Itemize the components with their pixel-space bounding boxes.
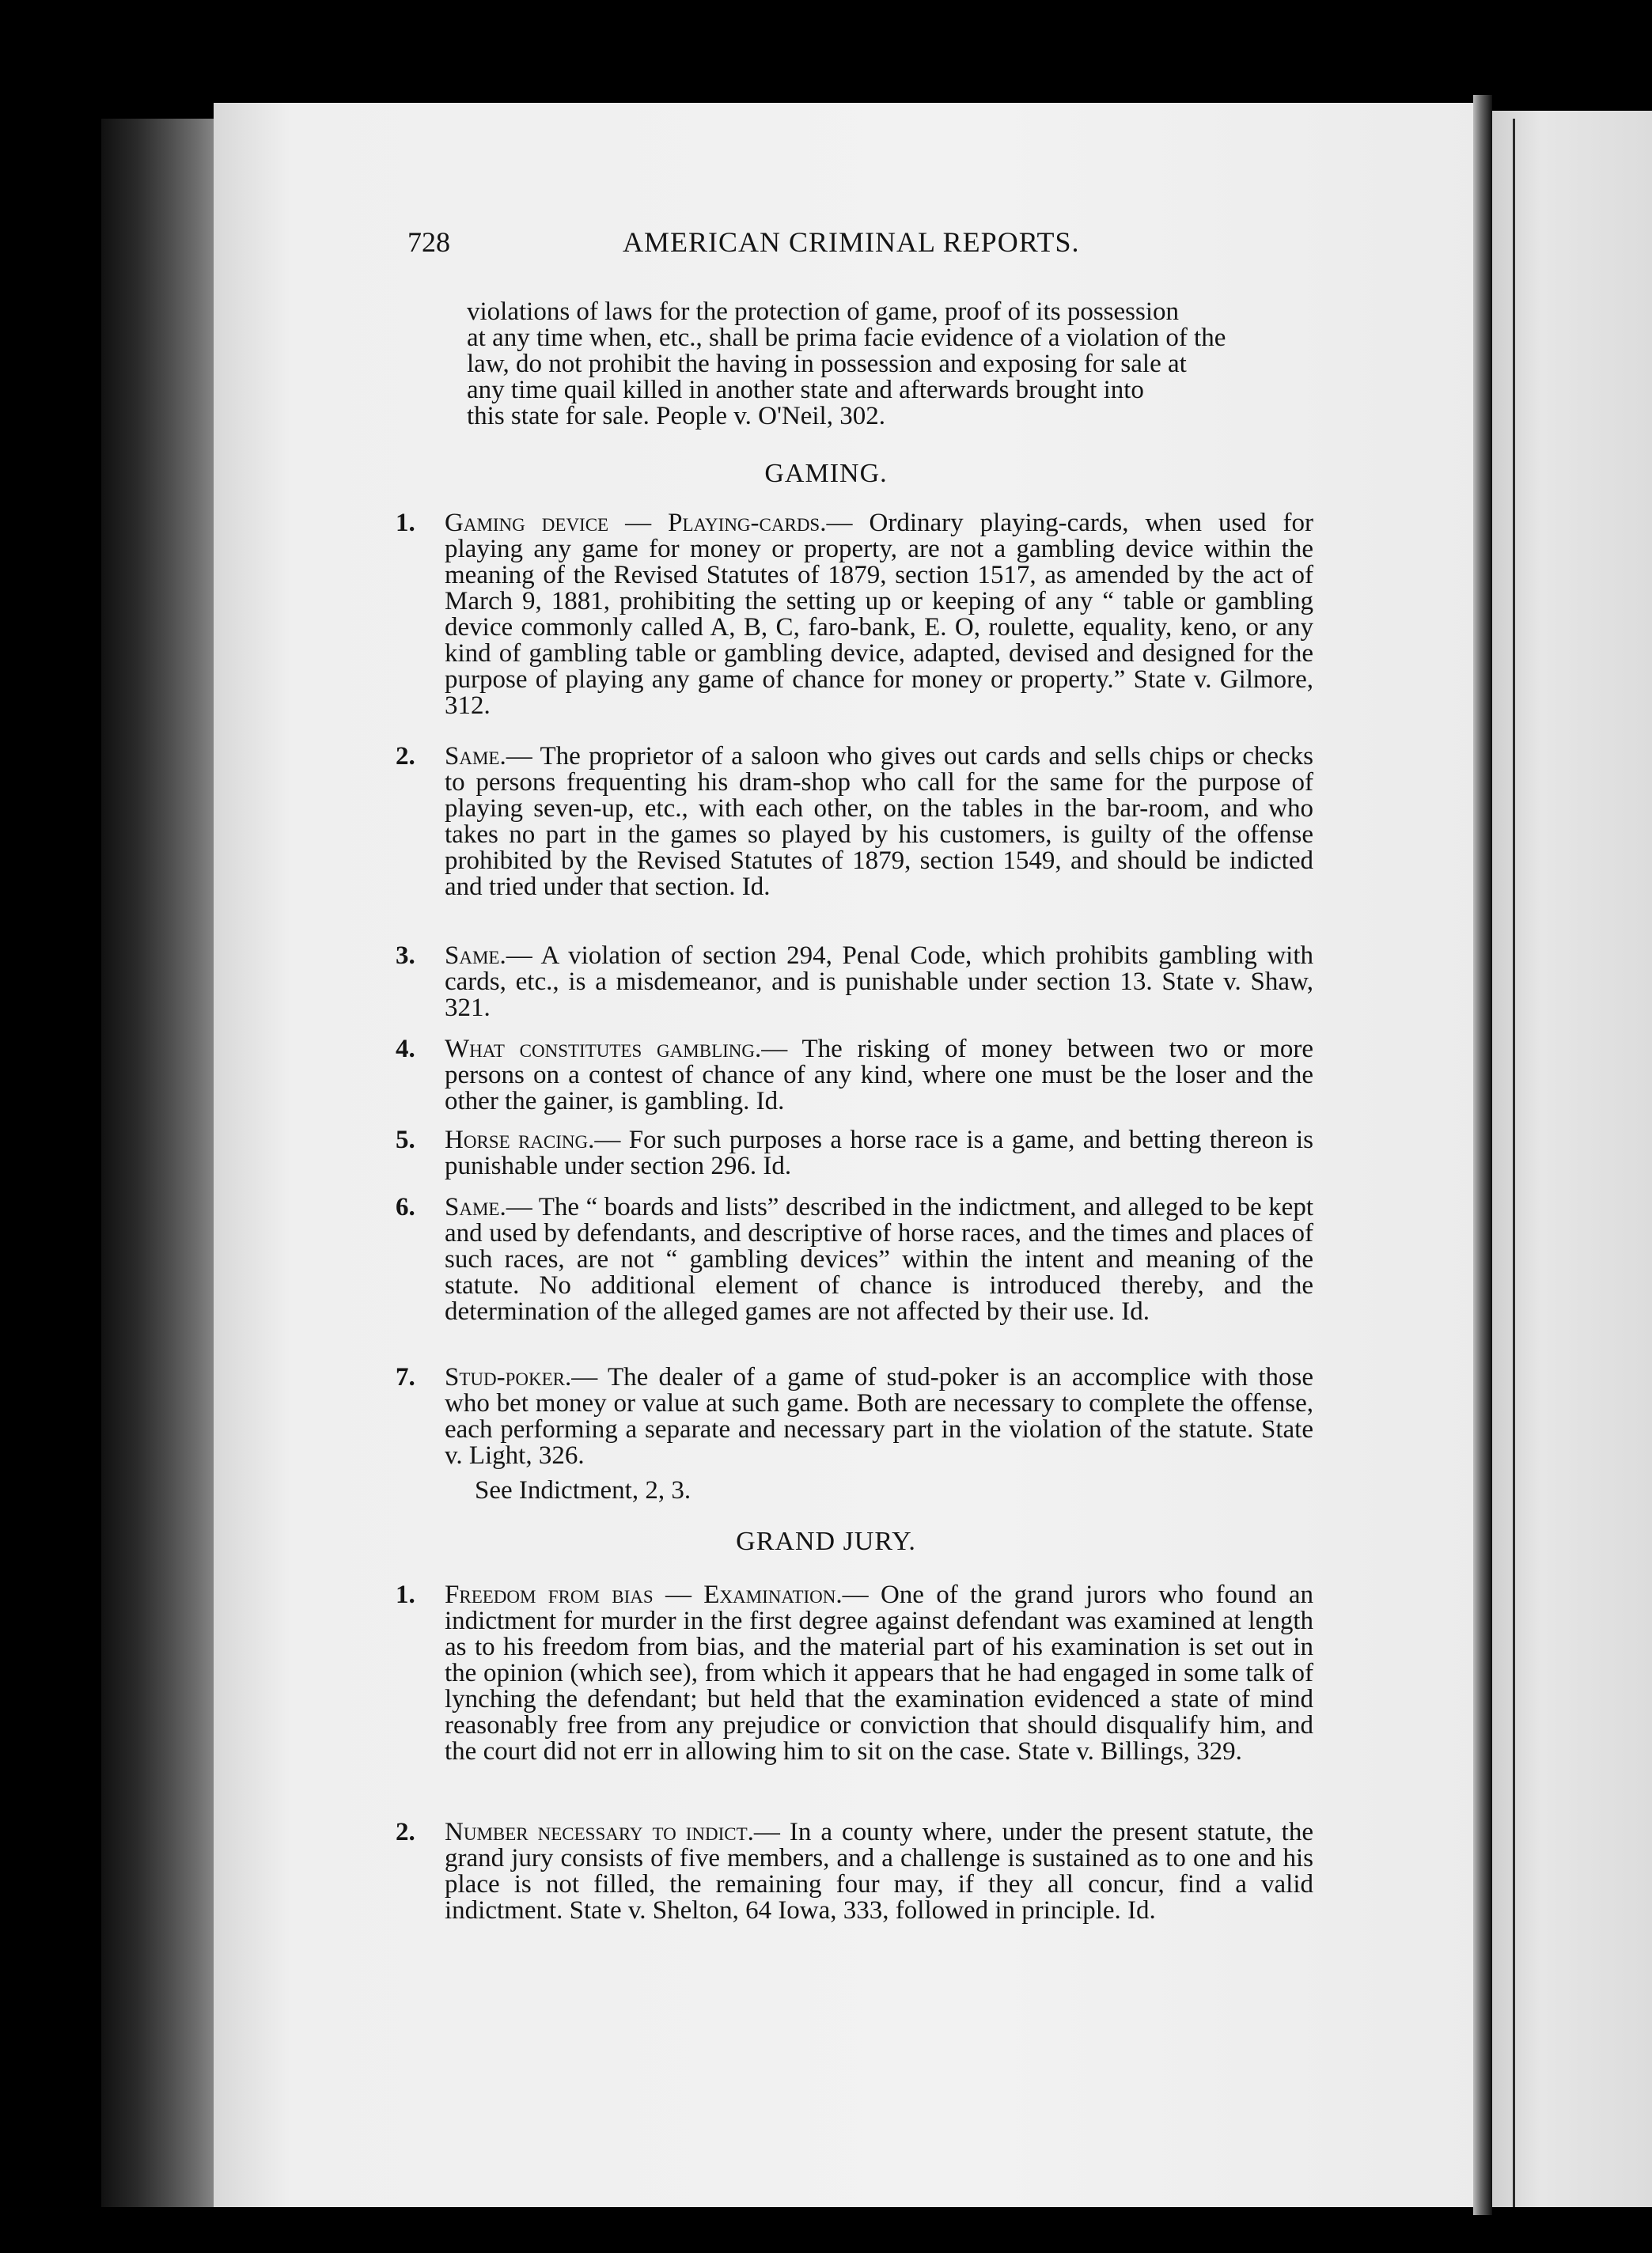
entry-number: 1. [396, 1581, 415, 1609]
entry-number: 2. [396, 1818, 415, 1846]
entry-text: — In a county where, under the present statute, the grand jury consists of five members, and a challenge is sustained as to one and his place is not filled, the remaining four may, if they all concur, find a valid indictment. State v. Shelton, 64 Iowa, 333, followed in principle. Id. [445, 1818, 1313, 1925]
see-also-reference: See Indictment, 2, 3. [475, 1476, 691, 1505]
section-heading-gaming: GAMING. [764, 459, 888, 488]
continuation-line: law, do not prohibit the having in possession and exposing for sale at [467, 350, 1187, 378]
entry-topic: Freedom from bias — Examination. [445, 1581, 843, 1609]
gaming-entry-1 [396, 510, 1313, 719]
entry-text: — The dealer of a game of stud-poker is an accomplice with those who bet money or value at such game. Both are necessary to complete the offense, each performing a separate and necessary part in the violation of the statute. State v. Light, 326. [445, 1363, 1313, 1470]
entry-text: — One of the grand jurors who found an indictment for murder in the first degree against defendant was examined at length as to his freedom from bias, and the material part of his examination is set out in the opinion (which see), from which it appears that he had engaged in some talk of lynching the defendant; but held that the examination evidenced a state of mind reasonably free from any prejudice or conviction that should disqualify him, and the court did not err in allowing him to sit on the case. State v. Billings, 329. [445, 1581, 1313, 1766]
continuation-line: violations of laws for the protection of game, proof of its possession [467, 297, 1180, 326]
gaming-entry-3 [396, 943, 1313, 1021]
grand-jury-entry-2 [396, 1819, 1313, 1924]
entry-topic: Stud-poker. [445, 1363, 572, 1392]
entry-number: 7. [396, 1363, 415, 1392]
entry-text: — The proprietor of a saloon who gives out cards and sells chips or checks to persons frequenting his dram-shop who call for the same for the purpose of playing seven-up, etc., with each other, on the tables in the bar-room, and who takes no part in the games so played by his customers, is guilty of the offense prohibited by the Revised Statutes of 1879, section 1549, and should be indicted and tried under that section. Id. [445, 742, 1313, 901]
page-gutter [1473, 95, 1492, 2215]
entry-topic: Same. [445, 1193, 506, 1221]
running-head [407, 225, 1309, 273]
gaming-entry-4 [396, 1036, 1313, 1115]
entry-topic: Same. [445, 742, 506, 771]
entry-text: — For such purposes a horse race is a game, and betting thereon is punishable under section 296. Id. [445, 1126, 1313, 1180]
entry-topic: Gaming device — Playing-cards. [445, 509, 827, 537]
running-title: AMERICAN CRIMINAL REPORTS. [623, 226, 1080, 258]
entry-topic: What constitutes gambling. [445, 1035, 762, 1063]
entry-topic: Same. [445, 941, 506, 970]
continuation-line: at any time when, etc., shall be prima facie evidence of a violation of the [467, 324, 1226, 352]
entry-topic: Horse racing. [445, 1126, 595, 1154]
entry-number: 1. [396, 509, 415, 537]
grand-jury-entry-1 [396, 1582, 1313, 1765]
entry-text: — Ordinary playing-cards, when used for playing any game for money or property, are not a gambling device within the meaning of the Revised Statutes of 1879, section 1517, as amended by the act of March 9, 1881, prohibiting the setting up or keeping of any “ table or gambling device commonly called A, B, C, faro-bank, E. O, roulette, equality, keno, or any kind of gambling table or gambling device, adapted, devised and designed for the purpose of playing any game of chance for money or property.” State v. Gilmore, 312. [445, 509, 1314, 720]
continuation-line: this state for sale. People v. O'Neil, 302. [467, 402, 885, 430]
entry-number: 2. [396, 742, 415, 771]
entry-text: — The risking of money between two or more persons on a contest of chance of any kind, where one must be the loser and the other the gainer, is gambling. Id. [445, 1035, 1313, 1115]
entry-text: — A violation of section 294, Penal Code, which prohibits gambling with cards, etc., is a misdemeanor, and is punishable under section 13. State v. Shaw, 321. [445, 941, 1313, 1022]
continuation-line: any time quail killed in another state and afterwards brought into [467, 376, 1144, 404]
gaming-entry-7 [396, 1365, 1313, 1469]
facing-page-rule [1513, 119, 1515, 2207]
book-spine [101, 119, 220, 2207]
entry-number: 3. [396, 941, 415, 970]
entry-topic: Number necessary to indict. [445, 1818, 754, 1846]
facing-page-edge [1492, 111, 1652, 2207]
page-number: 728 [407, 226, 450, 258]
gaming-entry-2 [396, 744, 1313, 900]
continuation-paragraph [467, 299, 1305, 430]
entry-number: 6. [396, 1193, 415, 1221]
gaming-entry-5 [396, 1127, 1313, 1180]
section-heading-grand-jury: GRAND JURY. [736, 1527, 916, 1556]
entry-number: 5. [396, 1126, 415, 1154]
gaming-entry-6 [396, 1195, 1313, 1325]
entry-text: — The “ boards and lists” described in the indictment, and alleged to be kept and used by defendants, and descriptive of horse races, and the times and places of such races, are not “ gambling devices” within the intent and meaning of the statute. No additional element of chance is introduced thereby, and the determination of the alleged games are not affected by their use. Id. [445, 1193, 1313, 1326]
entry-number: 4. [396, 1035, 415, 1063]
